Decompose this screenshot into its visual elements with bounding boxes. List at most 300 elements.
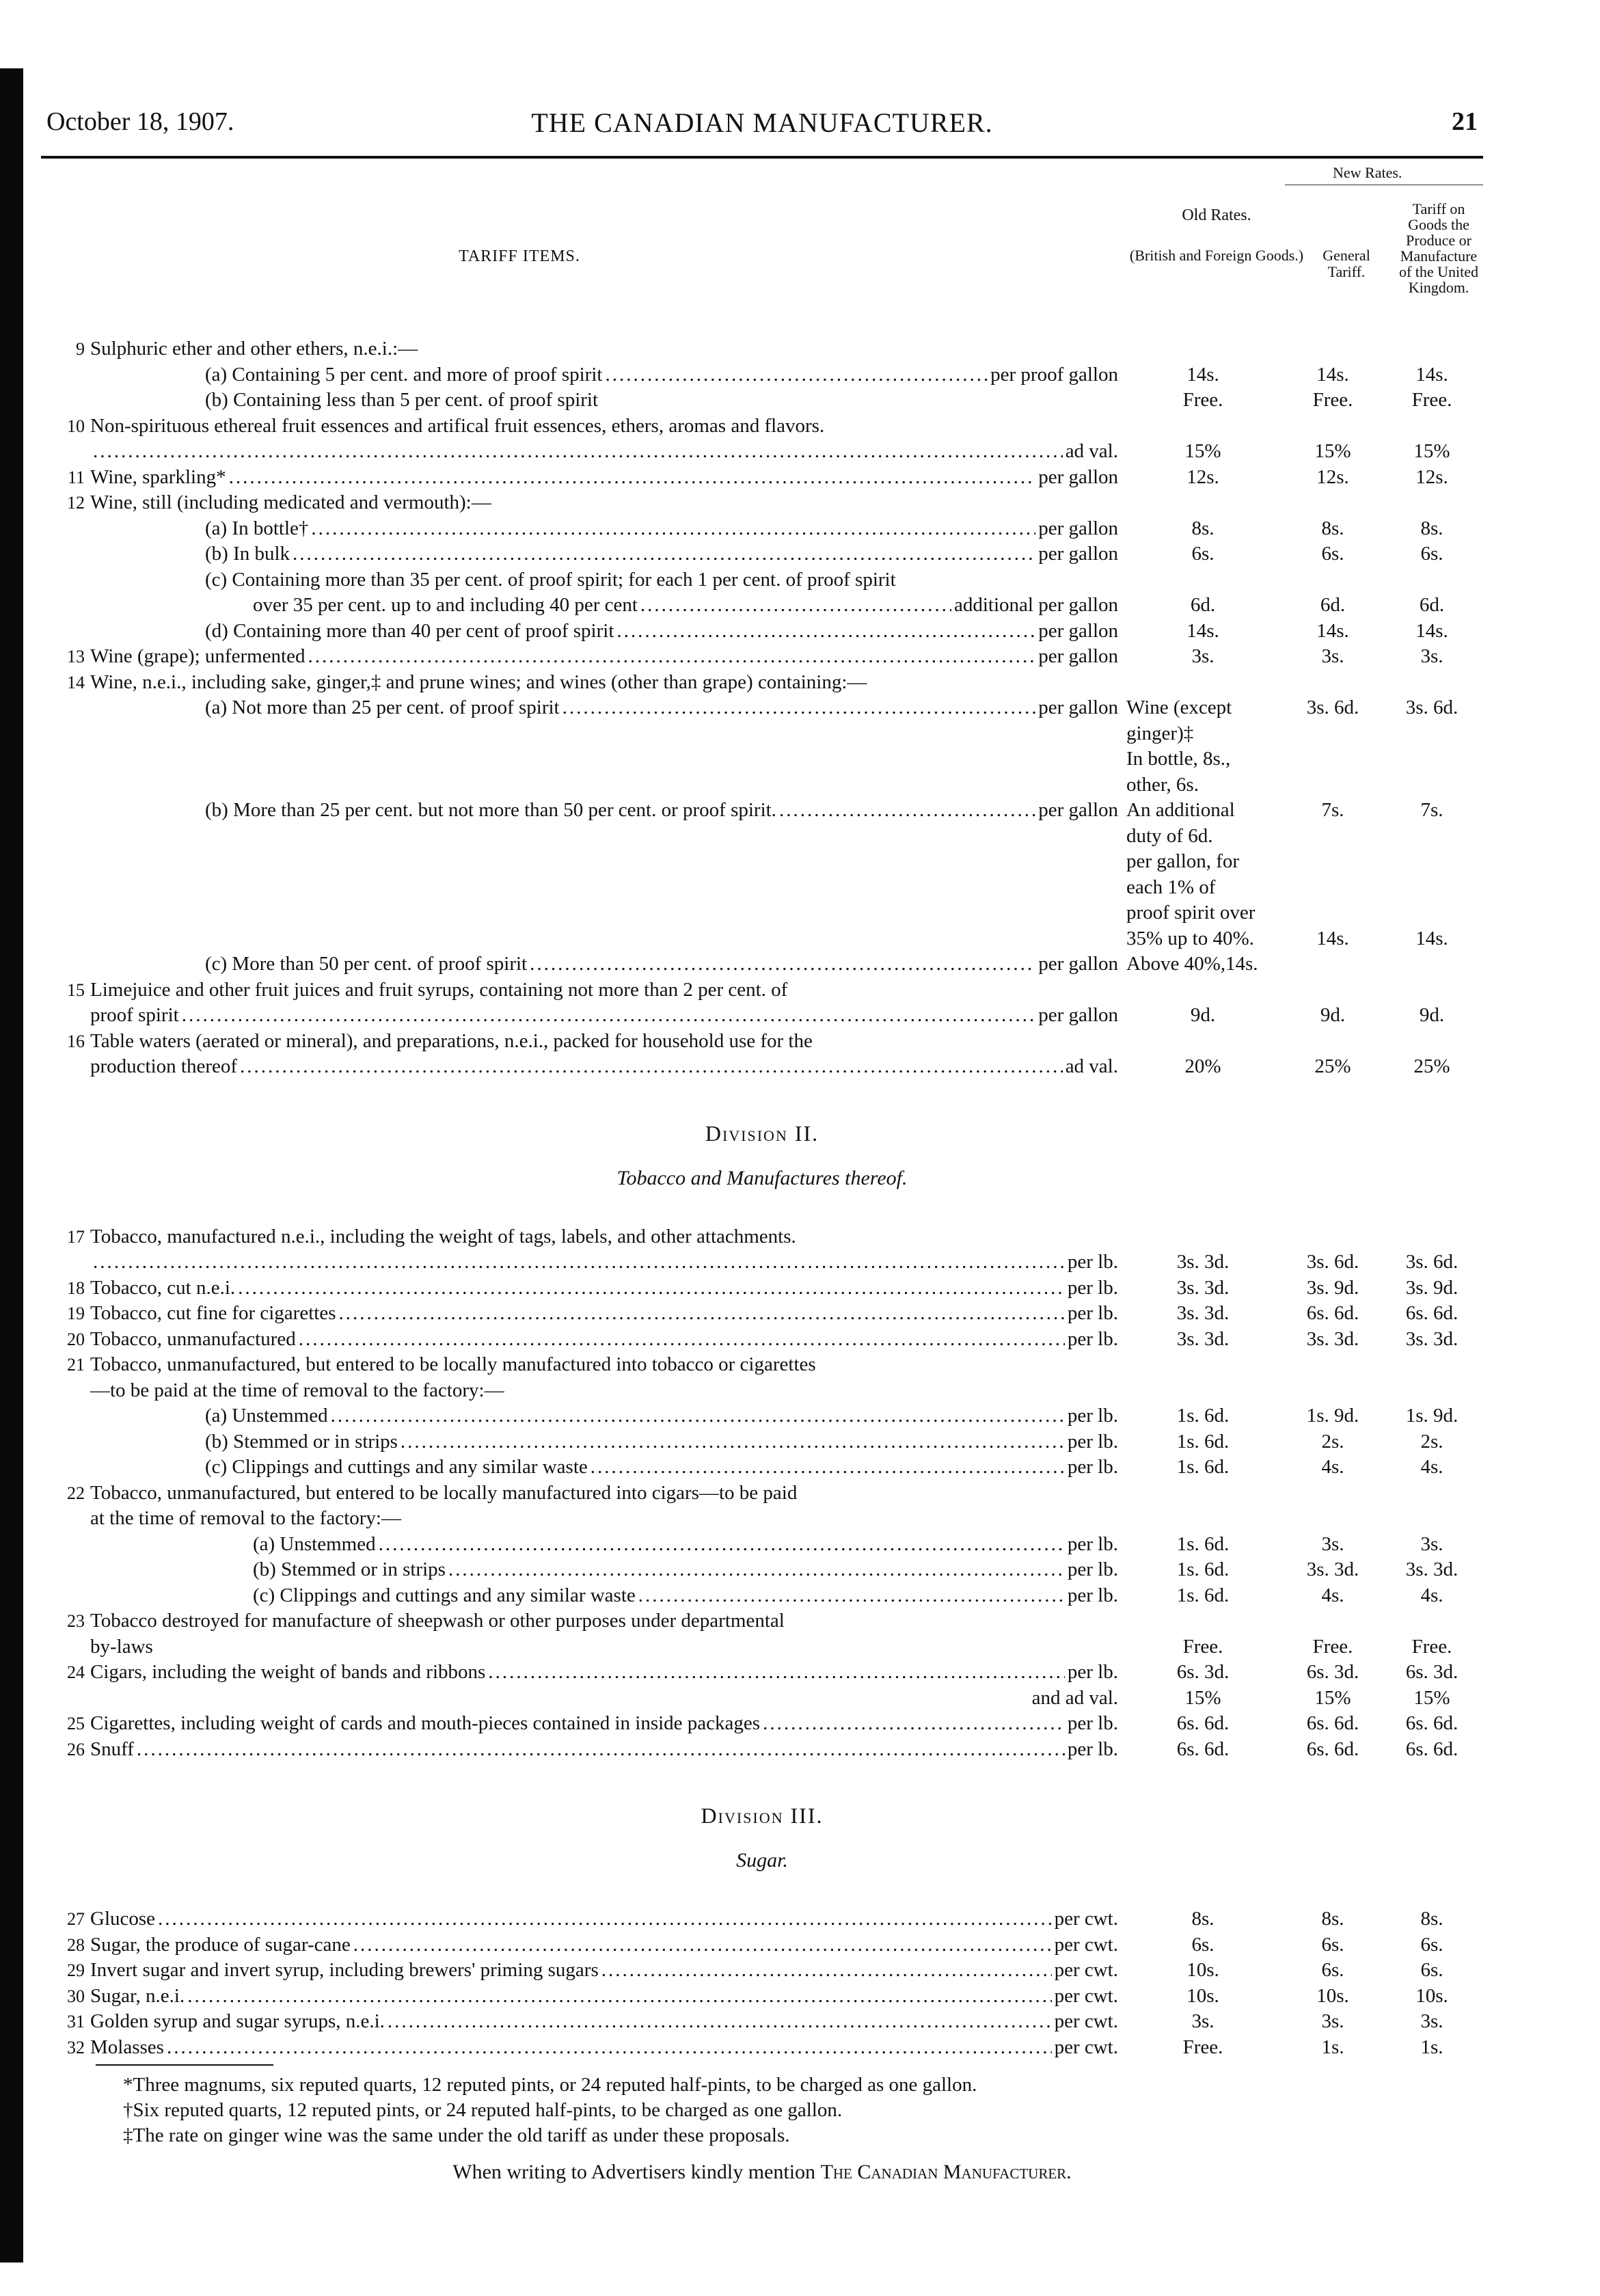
- publication-title: THE CANADIAN MANUFACTURER.: [531, 107, 993, 138]
- tariff-item-cell: [41, 1557, 1121, 1583]
- general-tariff-heading: General Tariff.: [1323, 247, 1370, 280]
- old-rate-cell: 3s.: [1191, 645, 1215, 667]
- tariff-item-cell: [41, 1958, 1121, 1984]
- tariff-row: [41, 1686, 1483, 1712]
- dot-leader: [616, 619, 1035, 645]
- tariff-row: [41, 824, 1483, 850]
- item-number: 18: [67, 1278, 85, 1298]
- uk-tariff-cell: 14s.: [1415, 927, 1448, 949]
- tariff-item-cell: [41, 490, 1121, 516]
- tariff-item-cell: [41, 1352, 1121, 1378]
- old-rate-cell: 6s. 3d.: [1176, 1661, 1230, 1683]
- tariff-row: [41, 2009, 1483, 2035]
- general-tariff-cell: 9d.: [1320, 1004, 1346, 1026]
- general-tariff-cell: 10s.: [1316, 1984, 1349, 2007]
- dot-leader: [591, 1455, 1065, 1481]
- rate-unit: per cwt.: [1054, 1959, 1118, 1981]
- item-number: 24: [67, 1662, 85, 1682]
- tariff-row: [41, 516, 1483, 542]
- uk-tariff-cell: 12s.: [1415, 465, 1448, 488]
- uk-tariff-cell: 14s.: [1415, 363, 1448, 386]
- rate-unit: and ad val.: [1031, 1686, 1118, 1709]
- item-description: (a) Containing 5 per cent. and more of proof spirit: [205, 363, 603, 386]
- rate-unit: ad val.: [1065, 1055, 1118, 1077]
- item-description: Tobacco, cut n.e.i.: [90, 1276, 236, 1299]
- division-2-title: Division II.: [705, 1120, 819, 1146]
- item-description: Tobacco, cut fine for cigarettes: [90, 1302, 336, 1324]
- item-description: Invert sugar and invert syrup, including brewers' priming sugars: [90, 1959, 599, 1981]
- dot-leader: [763, 1711, 1065, 1737]
- tariff-row: [41, 1455, 1483, 1481]
- general-tariff-cell: Free.: [1312, 389, 1353, 411]
- tariff-item-cell: [41, 1686, 1121, 1712]
- uk-tariff-cell: 2s.: [1420, 1430, 1443, 1453]
- old-rate-cell: other, 6s.: [1126, 773, 1199, 796]
- rate-unit: per gallon: [1038, 465, 1118, 488]
- item-number: 10: [67, 416, 85, 436]
- item-number: 32: [67, 2037, 85, 2057]
- item-description: (a) In bottle†: [205, 517, 309, 539]
- tariff-item-cell: [41, 1224, 1121, 1250]
- dot-leader: [293, 541, 1035, 567]
- uk-tariff-cell: 3s. 6d.: [1405, 1251, 1459, 1273]
- item-description: (b) Containing less than 5 per cent. of proof spirit: [205, 389, 599, 411]
- new-rates-heading: New Rates.: [1333, 164, 1402, 181]
- uk-tariff-cell: 6s. 6d.: [1405, 1712, 1459, 1734]
- old-rate-cell: 6s.: [1191, 543, 1215, 565]
- tariff-item-cell: [41, 1481, 1121, 1507]
- old-rate-cell: An additional: [1126, 799, 1235, 821]
- tariff-item-cell: [41, 1583, 1121, 1609]
- tariff-item-cell: [41, 567, 1121, 593]
- tariff-item-cell: [41, 1455, 1121, 1481]
- tariff-row: [41, 1301, 1483, 1327]
- item-number: 28: [67, 1934, 85, 1955]
- item-description: production thereof: [90, 1055, 238, 1077]
- rate-unit: per lb.: [1067, 1456, 1118, 1478]
- item-number: 26: [67, 1739, 85, 1759]
- old-rate-cell: 1s. 6d.: [1176, 1584, 1230, 1606]
- old-rate-cell: 1s. 6d.: [1176, 1430, 1230, 1453]
- tariff-row: [41, 1250, 1483, 1275]
- uk-tariff-cell: 14s.: [1415, 619, 1448, 642]
- item-description: by-laws: [90, 1635, 153, 1658]
- tariff-item-cell: [41, 1403, 1121, 1429]
- dot-leader: [638, 1583, 1065, 1609]
- rate-unit: per lb.: [1067, 1584, 1118, 1606]
- tariff-row: [41, 875, 1483, 901]
- dot-leader: [240, 1054, 1063, 1080]
- old-rate-cell: ginger)‡: [1126, 722, 1194, 744]
- old-rates-subheading: (British and Foreign Goods.): [1129, 247, 1304, 264]
- tariff-row: [41, 1608, 1483, 1634]
- item-description: Cigarettes, including weight of cards and mouth-pieces contained in inside packages: [90, 1712, 761, 1734]
- general-tariff-cell: 2s.: [1321, 1430, 1344, 1453]
- old-rate-cell: 6s. 6d.: [1176, 1738, 1230, 1760]
- tariff-item-cell: [41, 1737, 1121, 1763]
- uk-tariff-cell: 3s. 6d.: [1405, 697, 1459, 718]
- tariff-row: [41, 439, 1483, 465]
- item-description: (c) Containing more than 35 per cent. of proof spirit; for each 1 per cent. of proof spirit: [205, 568, 896, 591]
- item-description: (b) Stemmed or in strips: [205, 1430, 398, 1453]
- tariff-row: [41, 1932, 1483, 1958]
- tariff-row: [41, 1378, 1483, 1404]
- old-rates-heading: Old Rates.: [1182, 206, 1251, 224]
- item-description: Wine, still (including medicated and vermouth):—: [90, 491, 491, 513]
- footnote: *Three magnums, six reputed quarts, 12 reputed pints, or 24 reputed half-pints, to be charged as one gallon.: [123, 2074, 977, 2096]
- general-tariff-cell: 6s. 6d.: [1306, 1738, 1359, 1760]
- old-rate-cell: 12s.: [1187, 465, 1219, 488]
- tariff-item-cell: [41, 336, 1121, 362]
- tariff-row: [41, 465, 1483, 491]
- tariff-item-cell: [41, 951, 1121, 977]
- item-description: Wine, sparkling*: [90, 465, 226, 488]
- tariff-row: [41, 849, 1483, 875]
- old-rate-cell: 6s.: [1191, 1933, 1215, 1956]
- uk-tariff-cell: 6s. 6d.: [1405, 1738, 1459, 1760]
- old-rate-cell: 14s.: [1187, 363, 1219, 386]
- uk-tariff-cell: 4s.: [1420, 1584, 1443, 1606]
- item-description: Wine (grape); unfermented: [90, 645, 306, 667]
- tariff-row: [41, 1429, 1483, 1455]
- item-description: (a) Unstemmed: [253, 1532, 376, 1555]
- general-tariff-cell: 1s.: [1321, 2036, 1344, 2058]
- dot-leader: [238, 1275, 1065, 1301]
- old-rate-cell: 3s.: [1191, 2010, 1215, 2032]
- rate-unit: per gallon: [1038, 619, 1118, 642]
- rate-unit: per cwt.: [1054, 1933, 1118, 1956]
- uk-tariff-cell: 3s.: [1420, 1532, 1443, 1555]
- general-tariff-cell: 14s.: [1316, 363, 1349, 386]
- tariff-row: [41, 1532, 1483, 1558]
- item-number: 11: [67, 467, 85, 487]
- uk-tariff-cell: 7s.: [1420, 799, 1443, 821]
- tariff-item-cell: [41, 619, 1121, 645]
- item-number: 19: [67, 1304, 85, 1323]
- general-tariff-cell: 6s. 6d.: [1306, 1302, 1359, 1324]
- dot-leader: [331, 1403, 1065, 1429]
- dot-leader: [530, 951, 1035, 977]
- tariff-row: [41, 721, 1483, 747]
- tariff-row: [41, 1984, 1483, 2010]
- uk-tariff-cell: 6s.: [1420, 543, 1443, 565]
- tariff-item-cell: [41, 1029, 1121, 1055]
- tariff-row: [41, 388, 1483, 414]
- tariff-row: [41, 490, 1483, 516]
- old-rate-cell: 6s. 6d.: [1176, 1712, 1230, 1734]
- tariff-item-cell: [41, 516, 1121, 542]
- dot-leader: [338, 1301, 1064, 1327]
- general-tariff-cell: 3s. 3d.: [1306, 1327, 1359, 1350]
- tariff-item-cell: [41, 593, 1121, 619]
- uk-tariff-cell: 8s.: [1420, 517, 1443, 539]
- general-tariff-cell: 8s.: [1321, 517, 1344, 539]
- footnote-rule: [96, 2064, 273, 2066]
- general-tariff-cell: 1s. 9d.: [1306, 1405, 1359, 1427]
- tariff-row: [41, 746, 1483, 772]
- dot-leader: [137, 1737, 1065, 1763]
- tariff-row: [41, 362, 1483, 388]
- uk-tariff-cell: Free.: [1411, 389, 1452, 411]
- tariff-row: [41, 1906, 1483, 1932]
- dot-leader: [779, 798, 1035, 824]
- dot-leader: [93, 1250, 1065, 1275]
- old-rate-cell: 14s.: [1187, 619, 1219, 642]
- item-number: 16: [67, 1031, 85, 1051]
- tariff-row: [41, 1634, 1483, 1660]
- uk-tariff-cell: Free.: [1411, 1635, 1452, 1658]
- tariff-row: [41, 414, 1483, 440]
- rate-unit: per gallon: [1038, 517, 1118, 539]
- dot-leader: [299, 1327, 1065, 1353]
- division-3-title: Division III.: [701, 1803, 824, 1828]
- uk-tariff-cell: 15%: [1413, 1686, 1450, 1709]
- rate-unit: per lb.: [1067, 1558, 1118, 1580]
- tariff-row: [41, 772, 1483, 798]
- tariff-row: [41, 1003, 1483, 1029]
- advertiser-note-publication: The Canadian Manufacturer.: [820, 2161, 1072, 2183]
- item-number: 31: [67, 2012, 85, 2031]
- uk-tariff-cell: 3s. 3d.: [1405, 1327, 1459, 1350]
- tariff-item-cell: [41, 1711, 1121, 1737]
- item-description: —to be paid at the time of removal to the factory:—: [90, 1379, 504, 1401]
- rate-unit: per lb.: [1067, 1712, 1118, 1734]
- tariff-row: [41, 593, 1483, 619]
- item-number: 14: [67, 672, 85, 692]
- uk-tariff-cell: 15%: [1413, 440, 1450, 462]
- old-rate-cell: 1s. 6d.: [1176, 1532, 1230, 1555]
- uk-tariff-cell: 1s. 9d.: [1405, 1405, 1459, 1427]
- division-2-subtitle: Tobacco and Manufactures thereof.: [616, 1166, 908, 1189]
- item-description: Tobacco, manufactured n.e.i., including the weight of tags, labels, and other attachments.: [90, 1225, 796, 1247]
- general-tariff-cell: 3s. 6d.: [1306, 1251, 1359, 1273]
- item-description: Molasses: [90, 2036, 164, 2058]
- tariff-row: [41, 951, 1483, 977]
- item-description: (a) Unstemmed: [205, 1405, 328, 1427]
- tariff-item-cell: [41, 541, 1121, 567]
- footnote: †Six reputed quarts, 12 reputed pints, or 24 reputed half-pints, to be charged as one gallon.: [123, 2099, 843, 2121]
- tariff-row: [41, 644, 1483, 670]
- item-description: (c) Clippings and cuttings and any similar waste: [253, 1584, 636, 1606]
- rate-unit: per gallon: [1038, 1004, 1118, 1026]
- uk-tariff-cell: 6s. 3d.: [1405, 1661, 1459, 1683]
- item-description: (b) More than 25 per cent. but not more than 50 per cent. or proof spirit.: [205, 799, 776, 821]
- tariff-item-cell: [41, 1906, 1121, 1932]
- item-number: 15: [67, 980, 85, 1000]
- tariff-item-cell: [41, 1275, 1121, 1301]
- rate-unit: per gallon: [1038, 697, 1118, 718]
- tariff-row: [41, 1737, 1483, 1763]
- tariff-row: [41, 695, 1483, 721]
- general-tariff-cell: 3s.: [1321, 1532, 1344, 1555]
- tariff-row: [41, 1711, 1483, 1737]
- rate-unit: per gallon: [1038, 645, 1118, 667]
- old-rate-cell: Free.: [1182, 389, 1223, 411]
- general-tariff-cell: 3s. 6d.: [1306, 697, 1359, 718]
- dot-leader: [187, 1984, 1051, 2010]
- dot-leader: [562, 695, 1036, 721]
- dot-leader: [640, 593, 951, 619]
- tariff-item-cell: [41, 1003, 1121, 1029]
- rate-unit: per lb.: [1067, 1302, 1118, 1324]
- binding-edge: [0, 68, 23, 2263]
- tariff-row: [41, 926, 1483, 952]
- item-description: Tobacco, unmanufactured, but entered to be locally manufactured into cigars—to be paid: [90, 1481, 798, 1504]
- advertiser-note: [41, 2161, 1483, 2184]
- tariff-item-cell: [41, 388, 1121, 414]
- tariff-row: [41, 1054, 1483, 1080]
- general-tariff-cell: 6s.: [1321, 1933, 1344, 1956]
- old-rate-cell: 35% up to 40%.: [1126, 927, 1254, 949]
- rate-unit: per gallon: [1038, 543, 1118, 565]
- item-number: 9: [76, 339, 85, 359]
- old-rate-cell: 8s.: [1191, 1908, 1215, 1930]
- division-3-table: [41, 1906, 1483, 2060]
- tariff-row: [41, 900, 1483, 926]
- uk-tariff-cell: 6s.: [1420, 1933, 1443, 1956]
- old-rate-cell: 3s. 3d.: [1176, 1276, 1230, 1299]
- old-rate-cell: Above 40%,14s.: [1126, 953, 1258, 975]
- dot-leader: [167, 2035, 1052, 2061]
- tariff-row: [41, 336, 1483, 362]
- general-tariff-cell: 14s.: [1316, 619, 1349, 642]
- old-rate-cell: 10s.: [1187, 1959, 1219, 1981]
- tariff-item-cell: [41, 2035, 1121, 2061]
- uk-tariff-cell: 6s. 6d.: [1405, 1302, 1459, 1324]
- old-rate-cell: 10s.: [1187, 1984, 1219, 2007]
- old-rate-cell: 1s. 6d.: [1176, 1405, 1230, 1427]
- rate-unit: per lb.: [1067, 1405, 1118, 1427]
- uk-tariff-cell: 8s.: [1420, 1908, 1443, 1930]
- rate-unit: per cwt.: [1054, 1984, 1118, 2007]
- item-description: Tobacco destroyed for manufacture of sheepwash or other purposes under departmental: [90, 1610, 785, 1632]
- item-description: (d) Containing more than 40 per cent of proof spirit: [205, 619, 614, 642]
- old-rate-cell: per gallon, for: [1126, 850, 1240, 872]
- tariff-item-cell: [41, 1506, 1121, 1532]
- tariff-item-cell: [41, 1984, 1121, 2010]
- dot-leader: [388, 2009, 1052, 2035]
- dot-leader: [488, 1660, 1065, 1686]
- tariff-item-cell: [41, 1608, 1121, 1634]
- item-description: proof spirit: [90, 1004, 179, 1026]
- old-rate-cell: 1s. 6d.: [1176, 1558, 1230, 1580]
- old-rate-cell: 20%: [1184, 1055, 1221, 1077]
- dot-leader: [353, 1932, 1052, 1958]
- tariff-item-cell: [41, 1932, 1121, 1958]
- general-tariff-cell: 6d.: [1320, 594, 1346, 616]
- tariff-item-cell: [41, 695, 1121, 721]
- item-number: 29: [67, 1960, 85, 1980]
- old-rate-cell: In bottle, 8s.,: [1126, 748, 1231, 770]
- tariff-row: [41, 1224, 1483, 1250]
- rate-unit: per lb.: [1067, 1251, 1118, 1273]
- footnote: ‡The rate on ginger wine was the same under the old tariff as under these proposals.: [123, 2124, 790, 2146]
- item-description: (b) Stemmed or in strips: [253, 1558, 446, 1580]
- tariff-row: [41, 1958, 1483, 1984]
- tariff-row: [41, 1506, 1483, 1532]
- tariff-row: [41, 1557, 1483, 1583]
- uk-tariff-cell: 3s.: [1420, 645, 1443, 667]
- uk-tariff-cell: 1s.: [1420, 2036, 1443, 2058]
- old-rate-cell: 3s. 3d.: [1176, 1251, 1230, 1273]
- tariff-item-cell: [41, 465, 1121, 491]
- uk-tariff-cell: 10s.: [1415, 1984, 1448, 2007]
- item-description: Glucose: [90, 1908, 156, 1930]
- tariff-item-cell: [41, 2009, 1121, 2035]
- tariff-row: [41, 1029, 1483, 1055]
- item-description: at the time of removal to the factory:—: [90, 1507, 401, 1529]
- item-description: Golden syrup and sugar syrups, n.e.i.: [90, 2010, 385, 2032]
- tariff-row: [41, 1352, 1483, 1378]
- dot-leader: [379, 1532, 1065, 1558]
- division-1-table: [41, 336, 1483, 1080]
- dot-leader: [158, 1906, 1052, 1932]
- tariff-items-heading: TARIFF ITEMS.: [459, 247, 580, 265]
- general-tariff-cell: 15%: [1314, 1686, 1351, 1709]
- tariff-item-cell: [41, 1327, 1121, 1353]
- advertiser-note-text: When writing to Advertisers kindly mention: [452, 2161, 816, 2183]
- tariff-row: [41, 567, 1483, 593]
- item-description: Sugar, n.e.i.: [90, 1984, 185, 2007]
- item-number: 27: [67, 1909, 85, 1929]
- dot-leader: [93, 439, 1063, 465]
- item-number: 20: [67, 1329, 85, 1349]
- general-tariff-cell: 3s.: [1321, 2010, 1344, 2032]
- page-header: [41, 103, 1483, 150]
- old-rate-cell: 6d.: [1190, 594, 1216, 616]
- uk-tariff-cell: 6s.: [1420, 1959, 1443, 1981]
- general-tariff-cell: 25%: [1314, 1055, 1351, 1077]
- uk-tariff-cell: 9d.: [1419, 1004, 1445, 1026]
- tariff-item-cell: [41, 1429, 1121, 1455]
- page-number: 21: [1452, 107, 1478, 136]
- tariff-item-cell: [41, 1301, 1121, 1327]
- item-description: (b) In bulk: [205, 543, 290, 565]
- rate-unit: per cwt.: [1054, 2010, 1118, 2032]
- rate-unit: per lb.: [1067, 1532, 1118, 1555]
- old-rate-cell: each 1% of: [1126, 876, 1216, 898]
- tariff-row: [41, 1403, 1483, 1429]
- general-tariff-cell: 4s.: [1321, 1456, 1344, 1478]
- item-description: Table waters (aerated or mineral), and preparations, n.e.i., packed for household use for the: [90, 1029, 813, 1052]
- item-number: 13: [67, 647, 85, 666]
- general-tariff-cell: 6s. 6d.: [1306, 1712, 1359, 1734]
- general-tariff-cell: 15%: [1314, 440, 1351, 462]
- tariff-item-cell: [41, 414, 1121, 440]
- dot-leader: [605, 362, 988, 388]
- general-tariff-cell: 6s.: [1321, 543, 1344, 565]
- rate-unit: per cwt.: [1054, 2036, 1118, 2058]
- column-headings: [41, 159, 1483, 336]
- tariff-item-cell: [41, 977, 1121, 1003]
- old-rate-cell: 9d.: [1190, 1004, 1216, 1026]
- tariff-row: [41, 1275, 1483, 1301]
- dot-leader: [601, 1958, 1052, 1984]
- item-description: (c) More than 50 per cent. of proof spirit: [205, 953, 528, 975]
- tariff-row: [41, 798, 1483, 824]
- tariff-item-cell: [41, 1532, 1121, 1558]
- item-description: Wine, n.e.i., including sake, ginger,‡ and prune wines; and wines (other than grape) containing:—: [90, 671, 867, 693]
- general-tariff-cell: 7s.: [1321, 799, 1344, 821]
- rate-unit: per lb.: [1067, 1327, 1118, 1350]
- item-description: Cigars, including the weight of bands and ribbons: [90, 1661, 486, 1683]
- old-rate-cell: duty of 6d.: [1126, 824, 1213, 847]
- tariff-item-cell: [41, 1378, 1121, 1404]
- item-description: Limejuice and other fruit juices and fruit syrups, containing not more than 2 per cent. of: [90, 978, 788, 1001]
- tariff-item-cell: [41, 362, 1121, 388]
- item-number: 12: [67, 493, 85, 513]
- general-tariff-cell: Free.: [1312, 1635, 1353, 1658]
